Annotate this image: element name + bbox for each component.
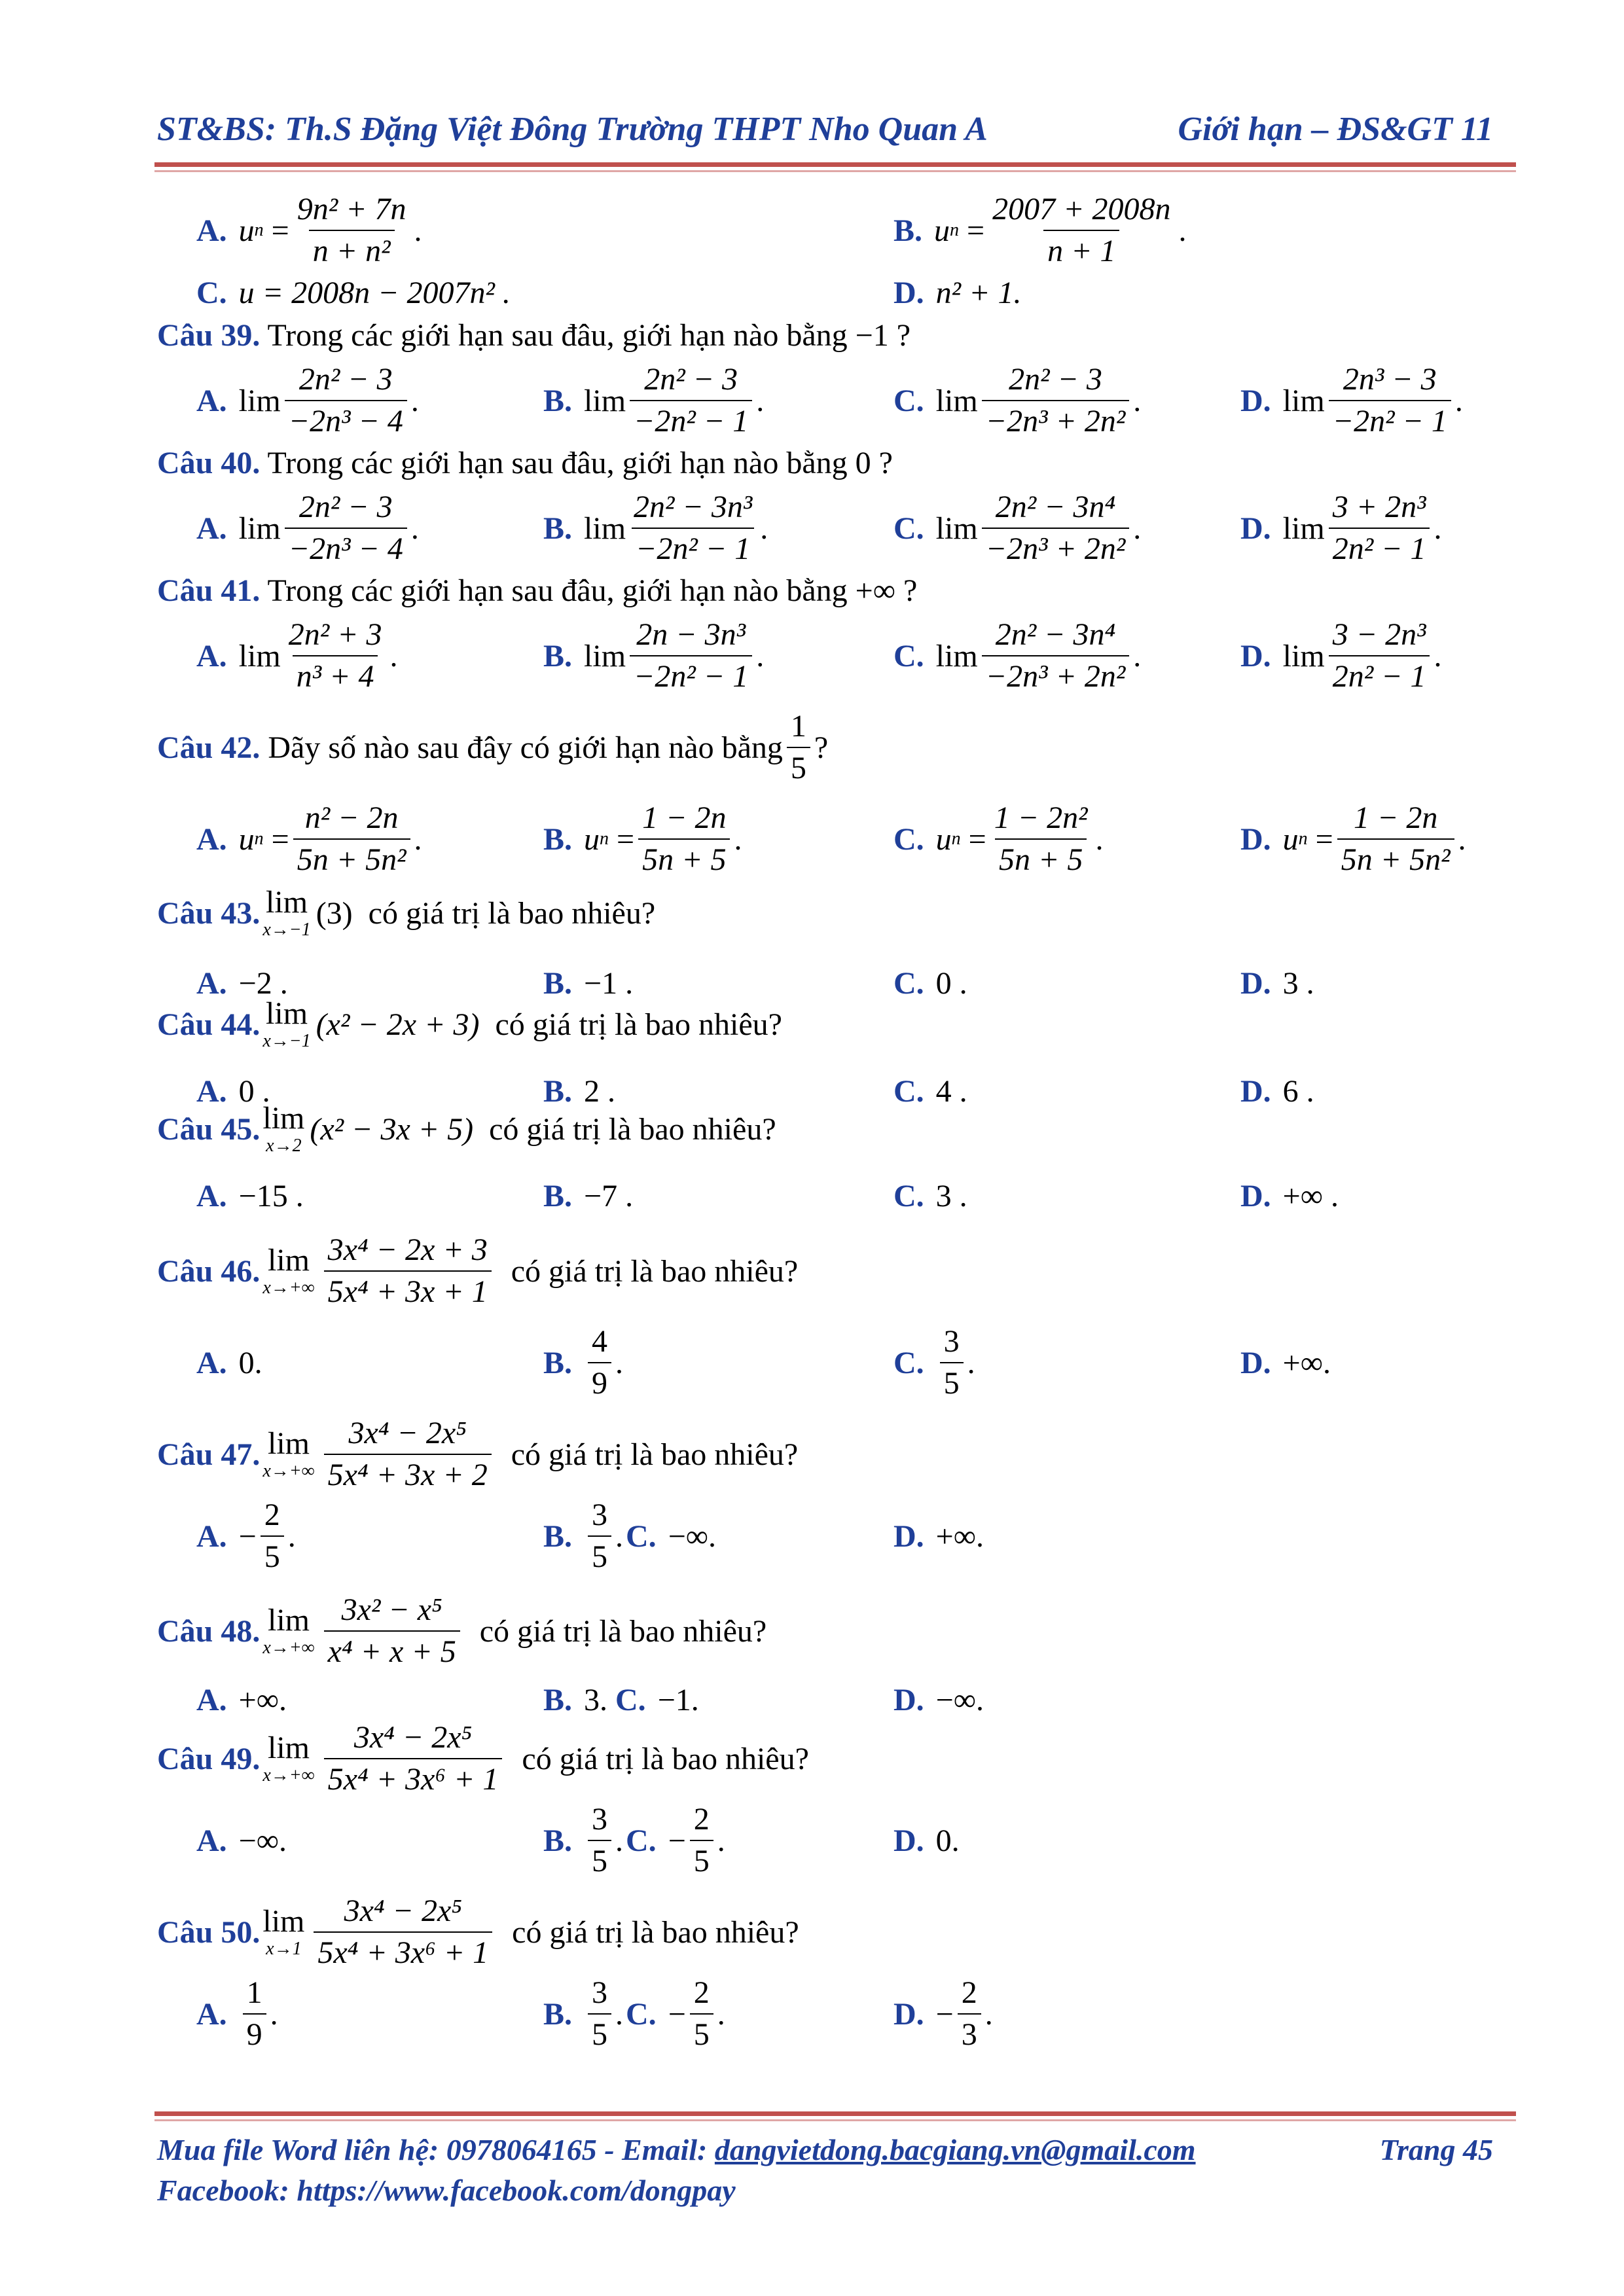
option-a: A. u n = $\frac{\text{n² − 2n}}{\text{5n + 5n²}}$ . <box>196 800 422 878</box>
option-b-c: B. $\frac{3}{5}$ . C. − $\frac{2}{5}$ . <box>543 1802 725 1879</box>
option-b: B. −1 . <box>543 966 634 1001</box>
header-topic: Giới hạn – ĐS&GT 11 <box>1178 111 1493 148</box>
option-b: B. $\frac{4}{9}$ . <box>543 1324 624 1401</box>
question-43: Câu 43. lim x→−1 (3) có giá trị là bao nhiêu? <box>157 885 656 940</box>
option-d: D. −∞. <box>893 1683 984 1717</box>
option-b: B. lim $\frac{\text{2n² − 3}}{\text{−2n² − 1}}$ . <box>543 362 765 439</box>
option-a: A. − $\frac{2}{5}$ . <box>196 1498 296 1575</box>
question-46: Câu 46. lim x→+∞ $\frac{\text{3x⁴ − 2x + 3}}{\text{5x⁴ + 3x + 1}}$ có giá trị là bao nhiêu? <box>157 1232 799 1310</box>
option-a: A. −∞. <box>196 1823 287 1858</box>
option-d: D. 6 . <box>1240 1074 1314 1109</box>
question-40: Câu 40. Trong các giới hạn sau đâu, giới hạn nào bằng 0 ? <box>157 446 893 480</box>
option-c: C. lim $\frac{\text{2n² − 3n⁴}}{\text{−2n³ + 2n²}}$ . <box>893 490 1142 567</box>
question-46-options <box>157 1325 1492 1404</box>
question-39: Câu 39. Trong các giới hạn sau đâu, giới hạn nào bằng −1 ? <box>157 318 911 353</box>
header-rule-thin <box>154 170 1516 172</box>
question-48: Câu 48. lim x→+∞ $\frac{\text{3x² − x⁵}}{\text{x⁴ + x + 5}}$ có giá trị là bao nhiêu? <box>157 1592 767 1670</box>
option-d: D. lim $\frac{\text{3 + 2n³}}{\text{2n² − 1}}$ . <box>1240 490 1442 567</box>
option-c: C. u = 2008n − 2007n² . <box>196 276 511 310</box>
question-45: Câu 45. lim x→2 (x² − 3x + 5) có giá trị là bao nhiêu? <box>157 1101 776 1156</box>
question-49-options <box>157 1803 1492 1882</box>
option-d: D. +∞. <box>893 1519 984 1554</box>
option-c: C. u n = $\frac{\text{1 − 2n²}}{5n + 5}$ . <box>893 800 1104 878</box>
option-a: A. u n = $\frac{\text{9n² + 7n}}{\text{n + n²}}$ . <box>196 192 422 269</box>
option-c: C. lim $\frac{\text{2n² − 3}}{\text{−2n³ + 2n²}}$ . <box>893 362 1142 439</box>
option-a: A. −15 . <box>196 1179 304 1213</box>
option-a: A. $\frac{1}{9}$ . <box>196 1975 278 2053</box>
footer-contact: Mua file Word liên hệ: 0978064165 - Email: <box>157 2133 708 2166</box>
question-40-options <box>157 491 1492 569</box>
question-41: Câu 41. Trong các giới hạn sau đâu, giới hạn nào bằng +∞ ? <box>157 573 918 608</box>
header-rule <box>154 162 1516 167</box>
page-header <box>157 110 1493 156</box>
option-a: A. +∞. <box>196 1683 287 1717</box>
question-41-options <box>157 619 1492 697</box>
option-d: D. lim $\frac{\text{3 − 2n³}}{\text{2n² − 1}}$ . <box>1240 617 1442 694</box>
option-d: D. +∞ . <box>1240 1179 1339 1213</box>
footer-email-link[interactable]: dangvietdong.bacgiang.vn@gmail.com <box>714 2133 1196 2166</box>
question-38-options-ab <box>157 180 1492 269</box>
footer-facebook-link[interactable]: Facebook: https://www.facebook.com/dongpay <box>157 2174 736 2207</box>
option-d: D. u n = $\frac{1 - 2n}{\text{5n + 5n²}}$ . <box>1240 800 1466 878</box>
option-d: D. − $\frac{2}{3}$ . <box>893 1975 993 2053</box>
option-a: A. lim $\frac{\text{2n² − 3}}{\text{−2n³ − 4}}$ . <box>196 362 419 439</box>
page-footer <box>157 2132 1493 2208</box>
option-a: A. lim $\frac{\text{2n² − 3}}{\text{−2n³ − 4}}$ . <box>196 490 419 567</box>
question-42-options <box>157 802 1492 880</box>
option-c: C. 4 . <box>893 1074 967 1109</box>
option-c: C. 3 . <box>893 1179 967 1213</box>
option-b: B. u n = $\frac{1 - 2n}{5n + 5}$ . <box>543 800 742 878</box>
footer-rule <box>154 2111 1516 2116</box>
question-47-options <box>157 1499 1492 1577</box>
question-50: Câu 50. lim x→1 $\frac{\text{3x⁴ − 2x⁵}}{\text{5x⁴ + 3x⁶ + 1}}$ có giá trị là bao nhiêu? <box>157 1893 799 1971</box>
option-c: C. 0 . <box>893 966 967 1001</box>
option-b: B. lim $\frac{\text{2n − 3n³}}{\text{−2n² − 1}}$ . <box>543 617 765 694</box>
option-b: B. −7 . <box>543 1179 634 1213</box>
header-author: ST&BS: Th.S Đặng Việt Đông Trường THPT Nho Quan A <box>157 111 988 148</box>
option-b-c: B. 3. C. −1. <box>543 1683 699 1717</box>
question-44: Câu 44. lim x→−1 (x² − 2x + 3) có giá trị là bao nhiêu? <box>157 996 782 1051</box>
option-c: C. lim $\frac{\text{2n² − 3n⁴}}{\text{−2n³ + 2n²}}$ . <box>893 617 1142 694</box>
option-c: C. $\frac{3}{5}$ . <box>893 1324 975 1401</box>
question-42: Câu 42. Dãy số nào sau đây có giới hạn nào bằng $\frac{1}{5}$ ? <box>157 709 829 786</box>
option-b-c: B. $\frac{3}{5}$ . C. − $\frac{2}{5}$ . <box>543 1975 725 2053</box>
option-d: D. 3 . <box>1240 966 1314 1001</box>
option-b: B. u n = $\frac{2007 + 2008n}{n + 1}$ . <box>893 192 1187 269</box>
question-50-options <box>157 1977 1492 2055</box>
question-47: Câu 47. lim x→+∞ $\frac{\text{3x⁴ − 2x⁵}}{\text{5x⁴ + 3x + 2}}$ có giá trị là bao nhiêu? <box>157 1416 799 1493</box>
option-a: A. 0 . <box>196 1074 270 1109</box>
option-d: D. n² + 1. <box>893 276 1022 310</box>
option-b: B. 2 . <box>543 1074 616 1109</box>
option-b-c: B. $\frac{3}{5}$ . C. −∞. <box>543 1498 716 1575</box>
option-d: D. +∞. <box>1240 1346 1331 1380</box>
option-b: B. lim $\frac{\text{2n² − 3n³}}{\text{−2n² − 1}}$ . <box>543 490 768 567</box>
option-d: D. lim $\frac{\text{2n³ − 3}}{\text{−2n² − 1}}$ . <box>1240 362 1463 439</box>
option-a: A. lim $\frac{\text{2n² + 3}}{\text{n³ + 4}}$ . <box>196 617 398 694</box>
question-45-options <box>157 1178 1492 1217</box>
option-d: D. 0. <box>893 1823 960 1858</box>
option-a: A. 0. <box>196 1346 262 1380</box>
question-39-options <box>157 363 1492 442</box>
option-a: A. −2 . <box>196 966 288 1001</box>
page-number: Trang 45 <box>1379 2133 1493 2166</box>
question-49: Câu 49. lim x→+∞ $\frac{\text{3x⁴ − 2x⁵}}{\text{5x⁴ + 3x⁶ + 1}}$ có giá trị là bao nhiêu? <box>157 1720 809 1797</box>
question-38-options-cd <box>157 275 1492 314</box>
footer-rule-thin <box>154 2119 1516 2121</box>
